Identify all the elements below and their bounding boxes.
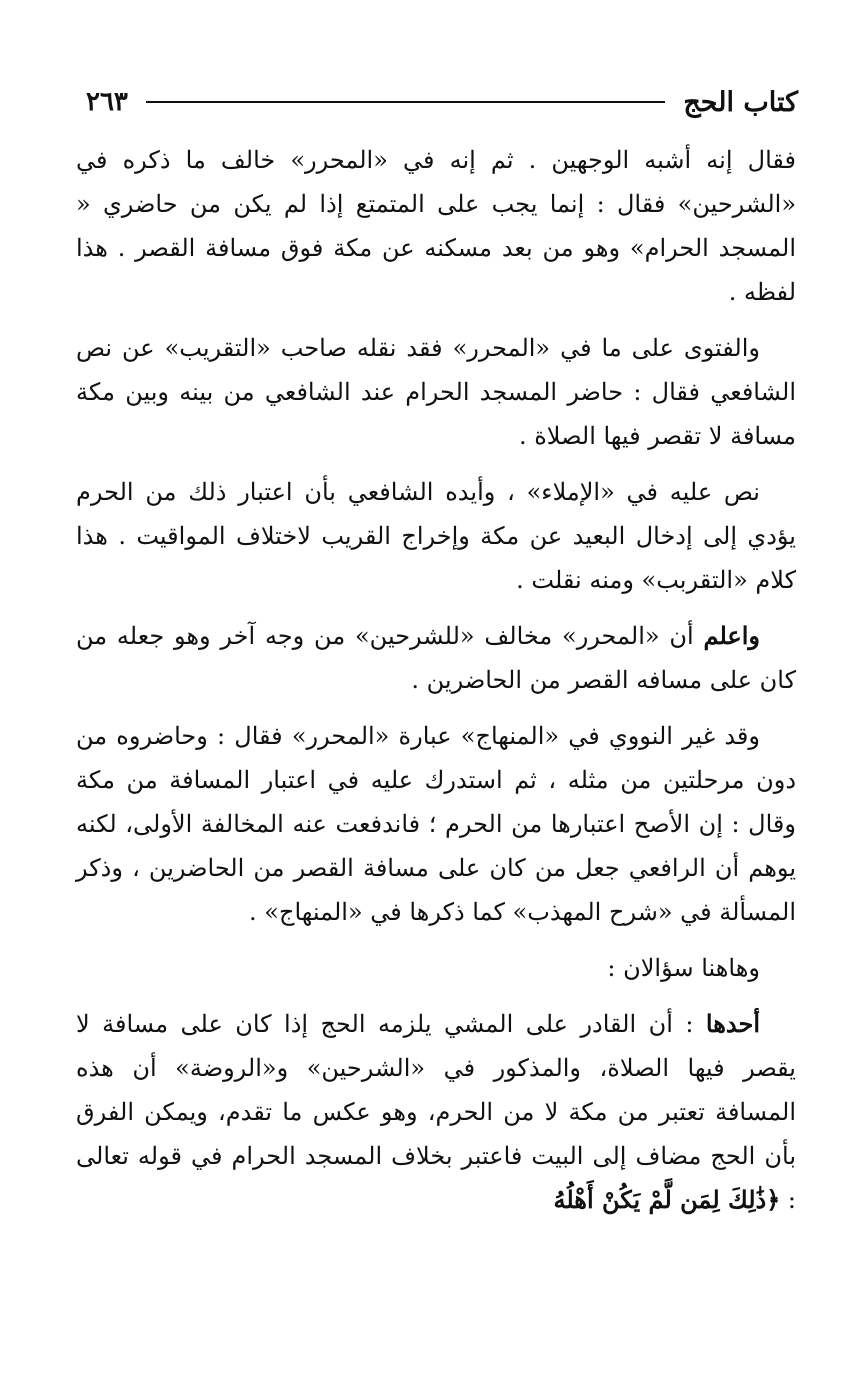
paragraph-text: وقد غير النووي في «المنهاج» عبارة «المحرر» فقال : وحاضروه من دون مرحلتين من مثله ، ثم استدرك عليه في اعتبار المسافة من مكة وقال : إن الأصح اعتبارها من الحرم ؛ فاندفعت عنه المخالفة الأولى، لكنه يوهم أن الرافعي جعل من كان على مسافة القصر من الحاضرين ، وذكر المسألة في «شرح المهذب» كما ذكرها في «المنهاج» . <box>76 722 796 926</box>
paragraph-3 <box>76 470 796 602</box>
paragraph-text: : أن القادر على المشي يلزمه الحج إذا كان على مسافة لا يقصر فيها الصلاة، والمذكور في «الشرحين» و«الروضة» أن هذه المسافة تعتبر من مكة لا من الحرم، وهو عكس ما تقدم، ويمكن الفرق بأن الحج مضاف إلى البيت فاعتبر بخلاف المسجد الحرام في قوله تعالى : <box>76 1010 796 1214</box>
page-body <box>76 138 796 1234</box>
paragraph-lead-word: واعلم <box>703 621 760 650</box>
paragraph-text: وهاهنا سؤالان : <box>607 954 760 982</box>
paragraph-lead-word: أحدها <box>705 1009 760 1038</box>
paragraph-text: فقال إنه أشبه الوجهين . ثم إنه في «المحرر» خالف ما ذكره في «الشرحين» فقال : إنما يجب على المتمتع إذا لم يكن من حاضري « المسجد الحرام» وهو من بعد مسكنه عن مكة فوق مسافة القصر . هذا لفظه . <box>76 146 796 306</box>
page-number: ٢٦٣ <box>86 87 128 117</box>
paragraph-text: نص عليه في «الإملاء» ، وأيده الشافعي بأن اعتبار ذلك من الحرم يؤدي إلى إدخال البعيد عن مكة وإخراج القريب لاختلاف المواقيت . هذا كلام «التقربب» ومنه نقلت . <box>76 478 796 594</box>
paragraph-4 <box>76 614 796 702</box>
header-rule <box>146 101 665 103</box>
paragraph-7 <box>76 1002 796 1222</box>
paragraph-text: أن «المحرر» مخالف «للشرحين» من وجه آخر وهو جعله من كان على مسافه القصر من الحاضرين . <box>76 622 796 694</box>
paragraph-2 <box>76 326 796 458</box>
page-header <box>86 82 798 122</box>
paragraph-5 <box>76 714 796 934</box>
chapter-title: كتاب الحج <box>683 86 798 118</box>
paragraph-1 <box>76 138 796 314</box>
paragraph-6 <box>76 946 796 990</box>
quran-verse: ﴿ذَٰلِكَ لِمَن لَّمْ يَكُنْ أَهْلُهُ <box>553 1185 781 1214</box>
paragraph-text: والفتوى على ما في «المحرر» فقد نقله صاحب «التقريب» عن نص الشافعي فقال : حاضر المسجد الحرام عند الشافعي من بينه وبين مكة مسافة لا تقصر فيها الصلاة . <box>76 334 796 450</box>
